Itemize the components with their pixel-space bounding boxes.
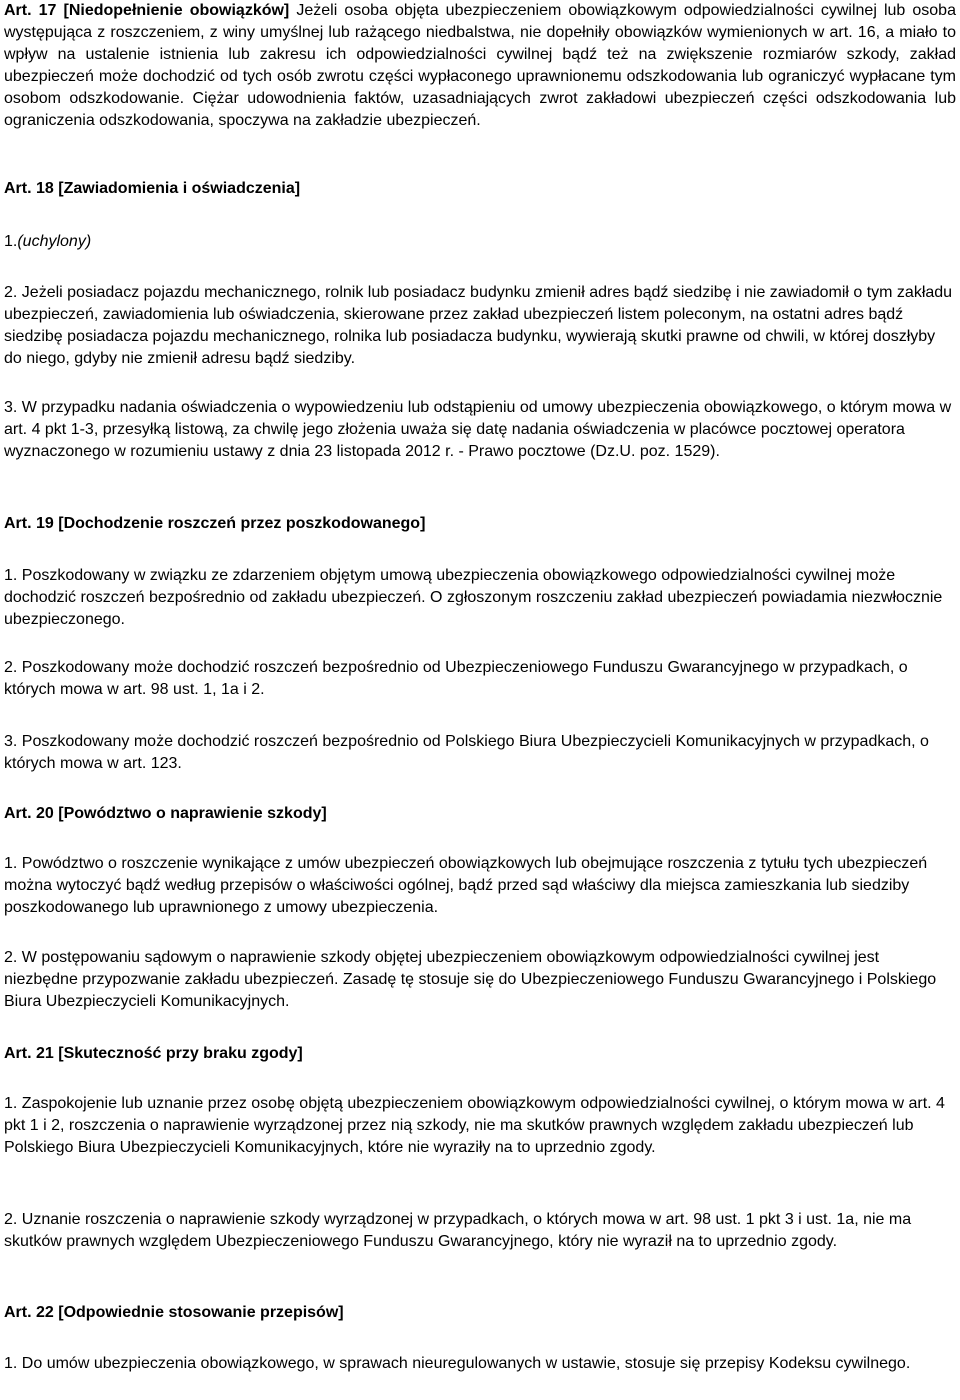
art20-item-1: 1. Powództwo o roszczenie wynikające z umów ubezpieczeń obowiązkowych lub obejmujące roszczenia z tytułu tych ubezpieczeń można wytoczyć bądź według przepisów o właściwości ogólnej, bądź przed sąd właściwy dla miejsca zamieszkania lub siedziby poszkodowanego lub uprawnionego z umowy ubezpieczenia. (4, 855, 928, 916)
art22-item-1: 1. Do umów ubezpieczenia obowiązkowego, w sprawach nieuregulowanych w ustawie, stosuje się przepisy Kodeksu cywilnego. (4, 1355, 911, 1372)
art19-heading: Art. 19 [Dochodzenie roszczeń przez poszkodowanego] (4, 515, 426, 532)
art21-heading: Art. 21 [Skuteczność przy braku zgody] (4, 1045, 303, 1062)
art18-item-3: 3. W przypadku nadania oświadczenia o wypowiedzeniu lub odstąpieniu od umowy ubezpieczenia obowiązkowego, o którym mowa w art. 4 pkt 1-3, przesyłką listową, za chwilę jego złożenia uważa się datę nadania oświadczenia w placówce pocztowej operatora wyznaczonego w rozumieniu ustawy z dnia 23 listopada 2012 r. - Prawo pocztowe (Dz.U. poz. 1529). (4, 399, 952, 460)
art21-item-2: 2. Uznanie roszczenia o naprawienie szkody wyrządzonej w przypadkach, o których mowa w art. 98 ust. 1 pkt 3 i ust. 1a, nie ma skutków prawnych względem Ubezpieczeniowego Funduszu Gwarancyjnego, który nie wyraził na to uprzednio zgody. (4, 1211, 912, 1250)
art18-item-2: 2. Jeżeli posiadacz pojazdu mechanicznego, rolnik lub posiadacz budynku zmienił adres bądź siedzibę i nie zawiadomił o tym zakładu ubezpieczeń, zawiadomienia lub oświadczenia, skierowane przez zakład ubezpieczeń listem poleconym, na ostatni adres bądź siedzibę posiadacza pojazdu mechanicznego, rolnika lub posiadacza budynku, wywierają skutki prawne od chwili, w której doszłyby do niego, gdyby nie zmienił adresu bądź siedziby. (4, 284, 953, 367)
art22-heading: Art. 22 [Odpowiednie stosowanie przepisów] (4, 1304, 344, 1321)
art18-item-1 (4, 231, 91, 253)
art17-text: Jeżeli osoba objęta ubezpieczeniem obowiązkowym odpowiedzialności cywilnej lub osoba występująca z roszczeniem, z winy umyślnej lub rażącego niedbalstwa, nie dopełniły obowiązków wymienionych w art. 16, a miało to wpływ na ustalenie istnienia lub zakresu ich odpowiedzialności cywilnej bądź też na zwiększenie rozmiarów szkody, zakład ubezpieczeń może dochodzić od tych osób zwrotu części wypłaconego uprawnionemu odszkodowania lub ograniczyć wypłacane tym osobom odszkodowanie. Ciężar udowodnienia faktów, uzasadniających zwrot zakładowi ubezpieczeń części odszkodowania lub ograniczenia odszkodowania, spoczywa na zakładzie ubezpieczeń. (4, 2, 956, 129)
art19-item-3: 3. Poszkodowany może dochodzić roszczeń bezpośrednio od Polskiego Biura Ubezpieczycieli Komunikacyjnych w przypadkach, o których mowa w art. 123. (4, 733, 929, 772)
art20-heading: Art. 20 [Powództwo o naprawienie szkody] (4, 805, 327, 822)
art19-item-2: 2. Poszkodowany może dochodzić roszczeń bezpośrednio od Ubezpieczeniowego Funduszu Gwarancyjnego w przypadkach, o których mowa w art. 98 ust. 1, 1a i 2. (4, 659, 908, 698)
art21-item-1: 1. Zaspokojenie lub uznanie przez osobę objętą ubezpieczeniem obowiązkowym odpowiedzialności cywilnej, o którym mowa w art. 4 pkt 1 i 2, roszczenia o naprawienie wyrządzonej przez nią szkody, nie ma skutków prawnych względem zakładu ubezpieczeń lub Polskiego Biura Ubezpieczycieli Komunikacyjnych, które nie wyraziły na to uprzednio zgody. (4, 1095, 945, 1156)
art18-item-1-text: (uchylony) (17, 233, 92, 250)
art20-item-2: 2. W postępowaniu sądowym o naprawienie szkody objętej ubezpieczeniem obowiązkowym odpowiedzialności cywilnej jest niezbędne przypozwanie zakładu ubezpieczeń. Zasadę tę stosuje się do Ubezpieczeniowego Funduszu Gwarancyjnego i Polskiego Biura Ubezpieczycieli Komunikacyjnych. (4, 949, 937, 1010)
art18-item-1-number: 1. (4, 233, 18, 250)
art18-heading: Art. 18 [Zawiadomienia i oświadczenia] (4, 180, 301, 197)
art19-item-1: 1. Poszkodowany w związku ze zdarzeniem objętym umową ubezpieczenia obowiązkowego odpowiedzialności cywilnej może dochodzić roszczeń bezpośrednio od zakładu ubezpieczeń. O zgłoszonym roszczeniu zakład ubezpieczeń powiadamia niezwłocznie ubezpieczonego. (4, 567, 943, 628)
art17-paragraph (4, 0, 956, 132)
art17-heading: Art. 17 [Niedopełnienie obowiązków] (4, 2, 290, 19)
